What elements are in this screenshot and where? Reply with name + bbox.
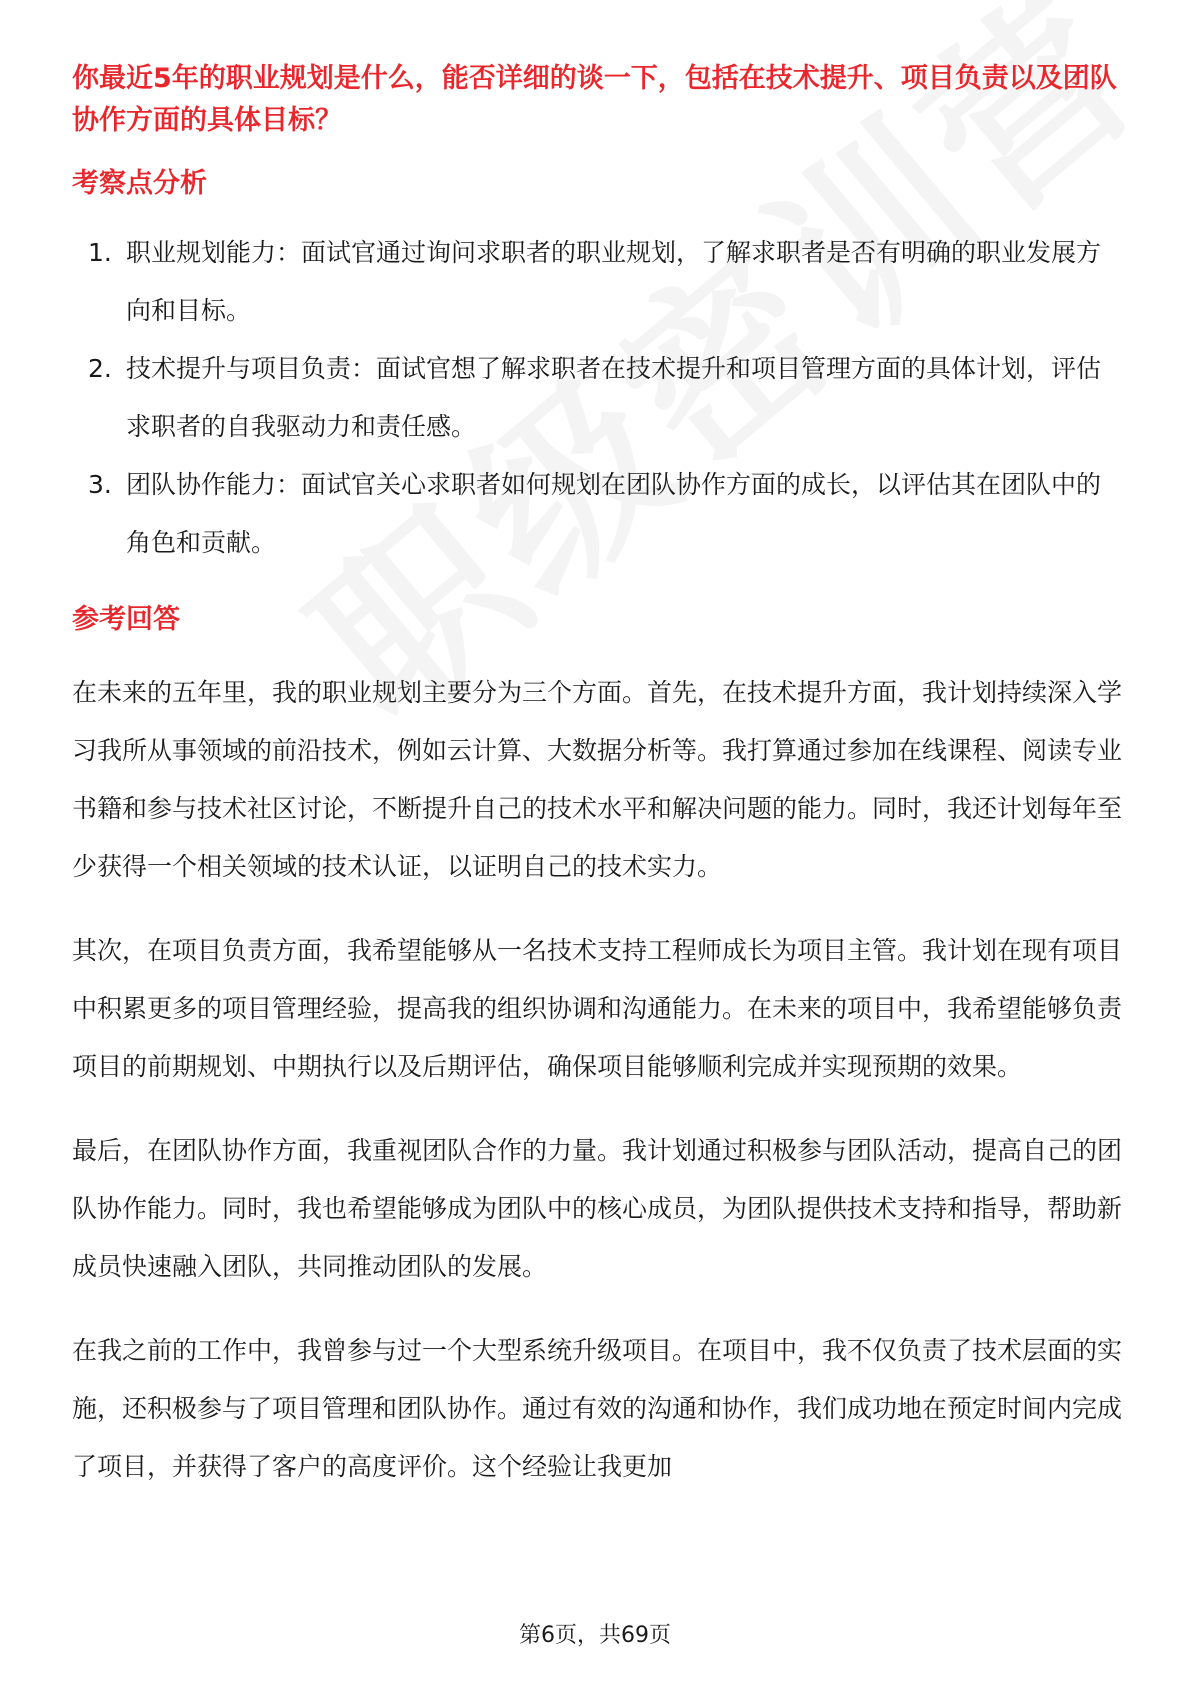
answer-paragraph: 在我之前的工作中，我曾参与过一个大型系统升级项目。在项目中，我不仅负责了技术层面的实施，还积极参与了项目管理和团队协作。通过有效的沟通和协作，我们成功地在预定时间内完成了项目，并获得了客户的高度评价。这个经验让我更加 (72, 1336, 1123, 1481)
analysis-title: 考察点分析 (72, 168, 207, 199)
list-item-text: 职业规划能力：面试官通过询问求职者的职业规划，了解求职者是否有明确的职业发展方向和目标。 (126, 238, 1102, 325)
list-item-number: 3. (88, 470, 112, 499)
answer-paragraph: 其次，在项目负责方面，我希望能够从一名技术支持工程师成长为项目主管。我计划在现有项目中积累更多的项目管理经验，提高我的组织协调和沟通能力。在未来的项目中，我希望能够负责项目的前期规划、中期执行以及后期评估，确保项目能够顺利完成并实现预期的效果。 (72, 936, 1123, 1081)
answer-title: 参考回答 (72, 604, 180, 635)
list-item-number: 2. (88, 354, 112, 383)
list-item (72, 456, 1122, 572)
question-heading: 你最近5年的职业规划是什么，能否详细的谈一下，包括在技术提升、项目负责以及团队协作方面的具体目标？ (72, 63, 1117, 136)
list-item (72, 224, 1122, 340)
page-number: 第6页，共69页 (519, 1623, 671, 1648)
list-item (72, 340, 1122, 456)
list-item-text: 团队协作能力：面试官关心求职者如何规划在团队协作方面的成长，以评估其在团队中的角色和贡献。 (126, 470, 1102, 557)
analysis-list (72, 224, 1122, 572)
answer-paragraph: 在未来的五年里，我的职业规划主要分为三个方面。首先，在技术提升方面，我计划持续深入学习我所从事领域的前沿技术，例如云计算、大数据分析等。我打算通过参加在线课程、阅读专业书籍和参与技术社区讨论，不断提升自己的技术水平和解决问题的能力。同时，我还计划每年至少获得一个相关领域的技术认证，以证明自己的技术实力。 (72, 678, 1123, 881)
content (72, 58, 1122, 1496)
list-item-text: 技术提升与项目负责：面试官想了解求职者在技术提升和项目管理方面的具体计划，评估求职者的自我驱动力和责任感。 (126, 354, 1102, 441)
list-item-number: 1. (88, 238, 112, 267)
answer-paragraph: 最后，在团队协作方面，我重视团队合作的力量。我计划通过积极参与团队活动，提高自己的团队协作能力。同时，我也希望能够成为团队中的核心成员，为团队提供技术支持和指导，帮助新成员快速融入团队，共同推动团队的发展。 (72, 1136, 1123, 1281)
